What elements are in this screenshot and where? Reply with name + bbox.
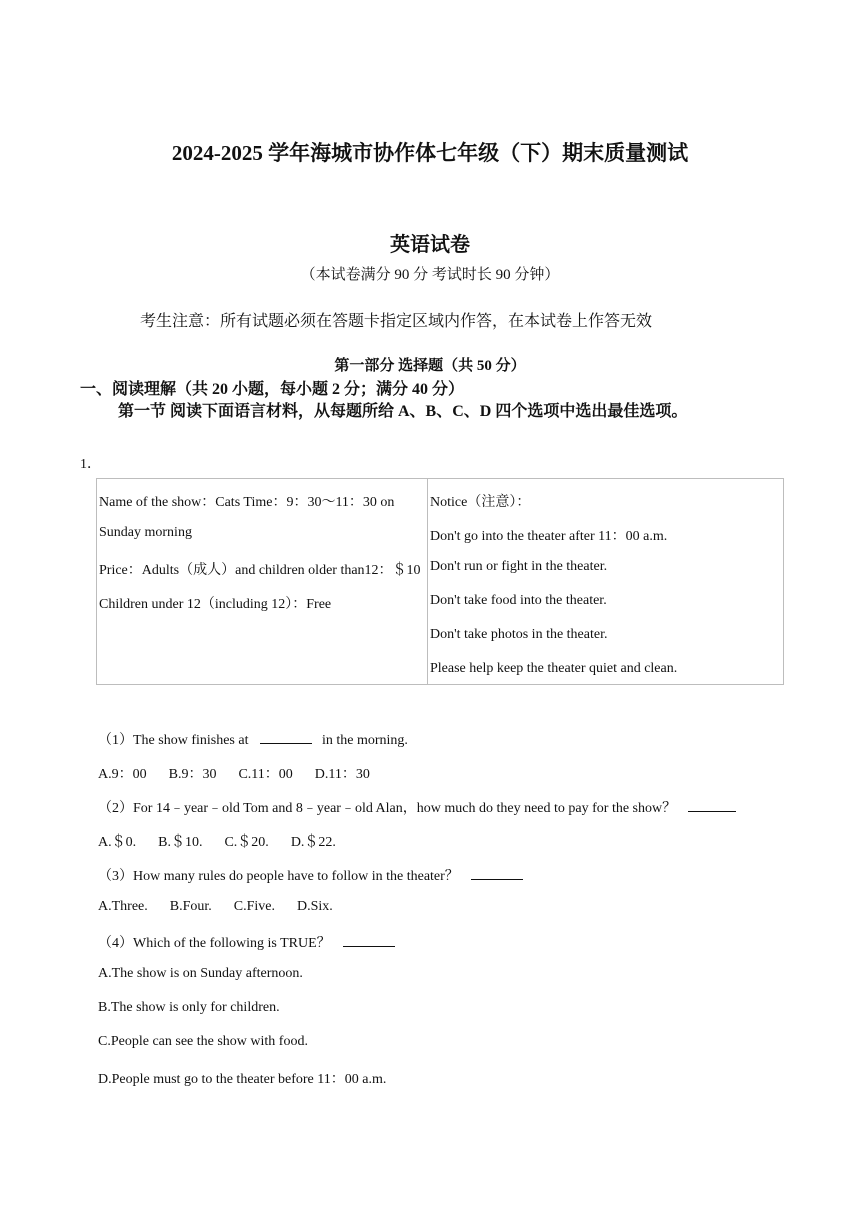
question-stem: （4）Which of the following is TRUE？ [98,936,331,951]
option-b: B.＄10. [158,835,203,850]
section-title: 一、阅读理解（共 20 小题，每小题 2 分；满分 40 分） [80,381,465,398]
question-stem-end: in the morning. [321,733,408,748]
answer-blank [688,810,736,812]
option-c: C.11：00 [238,767,293,782]
options-row [98,831,358,851]
option-b: B.Four. [169,899,212,914]
options-row [98,763,392,783]
option-a: A.＄0. [98,835,137,850]
question-stem: （2）For 14﹣year﹣old Tom and 8﹣year﹣old Alan，how much do they need to pay for the show？ [98,801,677,816]
option-d: D.Six. [297,899,333,914]
notice-cell [428,479,783,684]
show-details-cell [97,479,428,684]
sub-question-2 [98,797,736,817]
option-d: D.People must go to the theater before 11：00 a.m. [98,1072,387,1087]
sub-question-1 [98,729,408,749]
option-b: B.9：30 [168,767,217,782]
table-line: Price：Adults（成人）and children older than12：＄10 [99,563,421,578]
option-c: C.＄20. [224,835,269,850]
option-a: A.The show is on Sunday afternoon. [98,966,303,981]
table-line: Don't take food into the theater. [430,593,607,608]
subject-title: 英语试卷 [390,234,470,256]
part-title: 第一部分 选择题（共 50 分） [334,358,526,374]
exam-note: （本试卷满分 90 分 考试时长 90 分钟） [300,267,560,283]
option-d: D.11：30 [314,767,370,782]
question-stem: （3）How many rules do people have to follow in the theater？ [98,869,459,884]
sub-question-4 [98,932,395,952]
option-d: D.＄22. [290,835,336,850]
option-b: B.The show is only for children. [98,1000,280,1015]
table-line: Don't run or fight in the theater. [430,559,608,574]
subsection-instruction: 第一节 阅读下面语言材料，从每题所给 A、B、C、D 四个选项中选出最佳选项。 [118,403,688,420]
table-line: Sunday morning [99,525,192,540]
option-a: A.9：00 [98,767,147,782]
options-row [98,899,355,915]
table-line: Don't take photos in the theater. [430,627,608,642]
option-c: C.People can see the show with food. [98,1034,308,1049]
option-a: A.Three. [98,899,148,914]
answer-blank [343,945,395,947]
table-line: Please help keep the theater quiet and clean. [430,661,678,676]
show-info-table [96,478,784,685]
table-line: Name of the show：Cats Time：9：30～11：30 on [99,495,395,510]
answer-blank [471,878,523,880]
question-stem: （1）The show finishes at [98,733,249,748]
table-line: Children under 12（including 12）：Free [99,597,332,612]
candidate-notice: 考生注意：所有试题必须在答题卡指定区域内作答，在本试卷上作答无效 [140,313,653,330]
question-number: 1． [80,457,101,472]
sub-question-3 [98,865,523,885]
table-line: Don't go into the theater after 11：00 a.m. [430,529,668,544]
table-line: Notice（注意）： [430,495,531,510]
option-c: C.Five. [233,899,276,914]
exam-title: 2024-2025 学年海城市协作体七年级（下）期末质量测试 [171,141,689,165]
answer-blank [260,742,312,744]
